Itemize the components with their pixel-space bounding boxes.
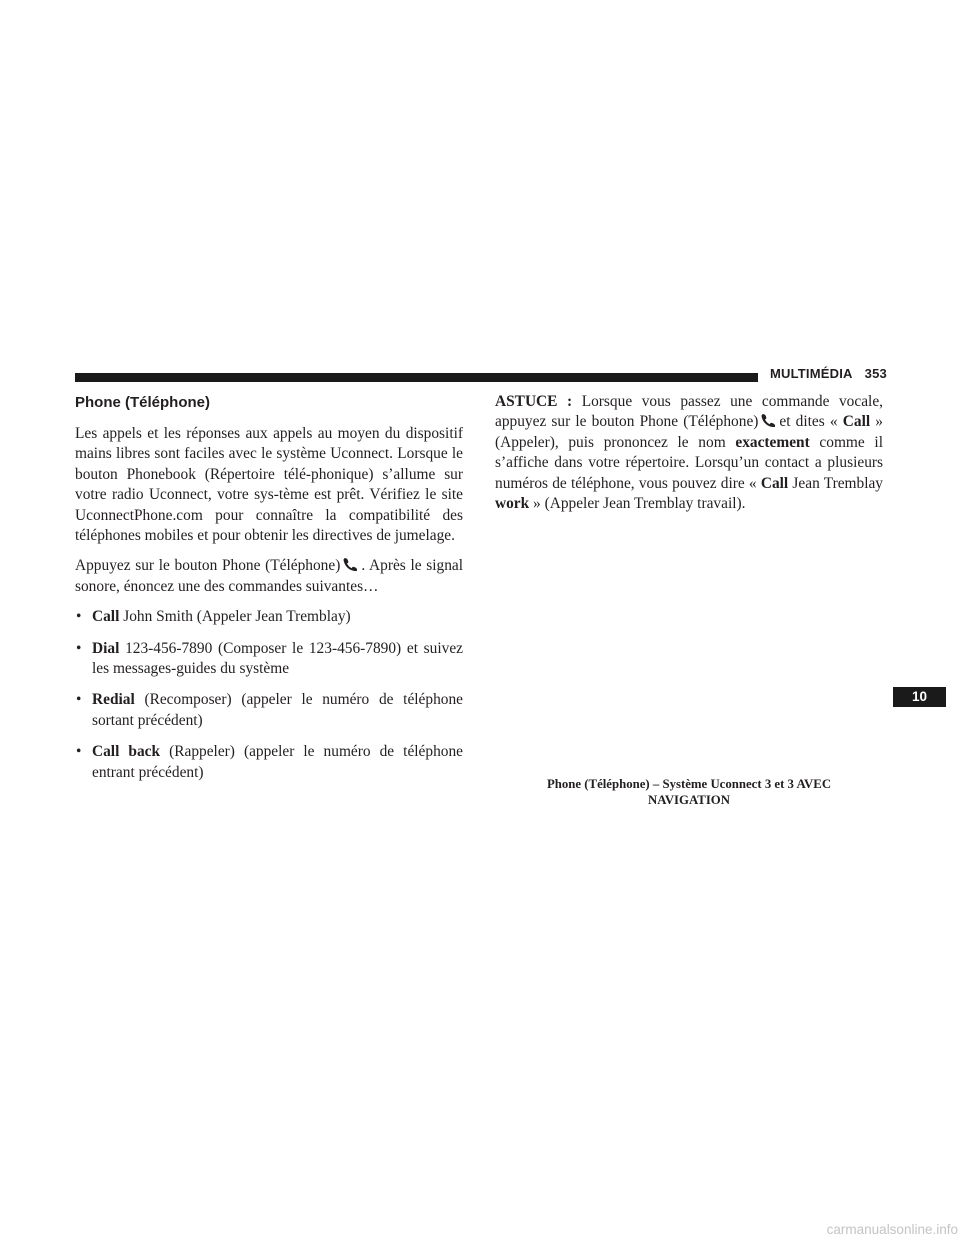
- tip-paragraph: ASTUCE : Lorsque vous passez une commande vocale, appuyez sur le bouton Phone (Téléphone) et dites « Call » (Appeler), puis prononcez le nom exactement comme il s’affiche dans votre répertoire. Lorsqu’un contact a plusieurs numéros de téléphone, vous pouvez dire « Call Jean Tremblay work » (Appeler Jean Tremblay travail).: [495, 393, 883, 513]
- right-column: [495, 392, 883, 524]
- running-header: [770, 366, 960, 381]
- section-heading: Phone (Téléphone): [75, 394, 210, 411]
- phone-handset-icon: [342, 557, 359, 571]
- section-title: MULTIMÉDIA: [770, 366, 853, 381]
- command-list: [75, 607, 463, 783]
- left-column: [75, 392, 463, 794]
- press-paragraph: Appuyez sur le bouton Phone (Téléphone) . Après le signal sonore, énoncez une des commandes suivantes…: [75, 557, 463, 595]
- figure-caption: Phone (Téléphone) – Système Uconnect 3 et 3 AVEC NAVIGATION: [546, 777, 832, 807]
- list-item: • Call John Smith (Appeler Jean Tremblay): [76, 608, 351, 626]
- chapter-tab: 10: [893, 687, 946, 707]
- list-item: • Call back (Rappeler) (appeler le numéro de téléphone entrant précédent): [76, 743, 463, 781]
- header-rule: [75, 373, 758, 382]
- list-item: • Dial 123-456-7890 (Composer le 123-456-7890) et suivez les messages-guides du système: [76, 639, 463, 678]
- tip-label: ASTUCE :: [495, 393, 573, 410]
- intro-paragraph: Les appels et les réponses aux appels au moyen du dispositif mains libres sont faciles avec le système Uconnect. Lorsque le bouton Phonebook (Répertoire télé-phonique) s’allume sur votre radio Uconnect, votre sys-tème est prêt. Vérifiez le site UconnectPhone.com pour connaître la compatibilité des téléphones mobiles et pour obtenir les directives de jumelage.: [75, 425, 463, 545]
- list-item: • Redial (Recomposer) (appeler le numéro de téléphone sortant précédent): [76, 691, 463, 729]
- watermark-text: carmanualsonline.info: [826, 1222, 958, 1237]
- phone-handset-icon: [760, 413, 777, 427]
- page-number: 353: [864, 366, 887, 381]
